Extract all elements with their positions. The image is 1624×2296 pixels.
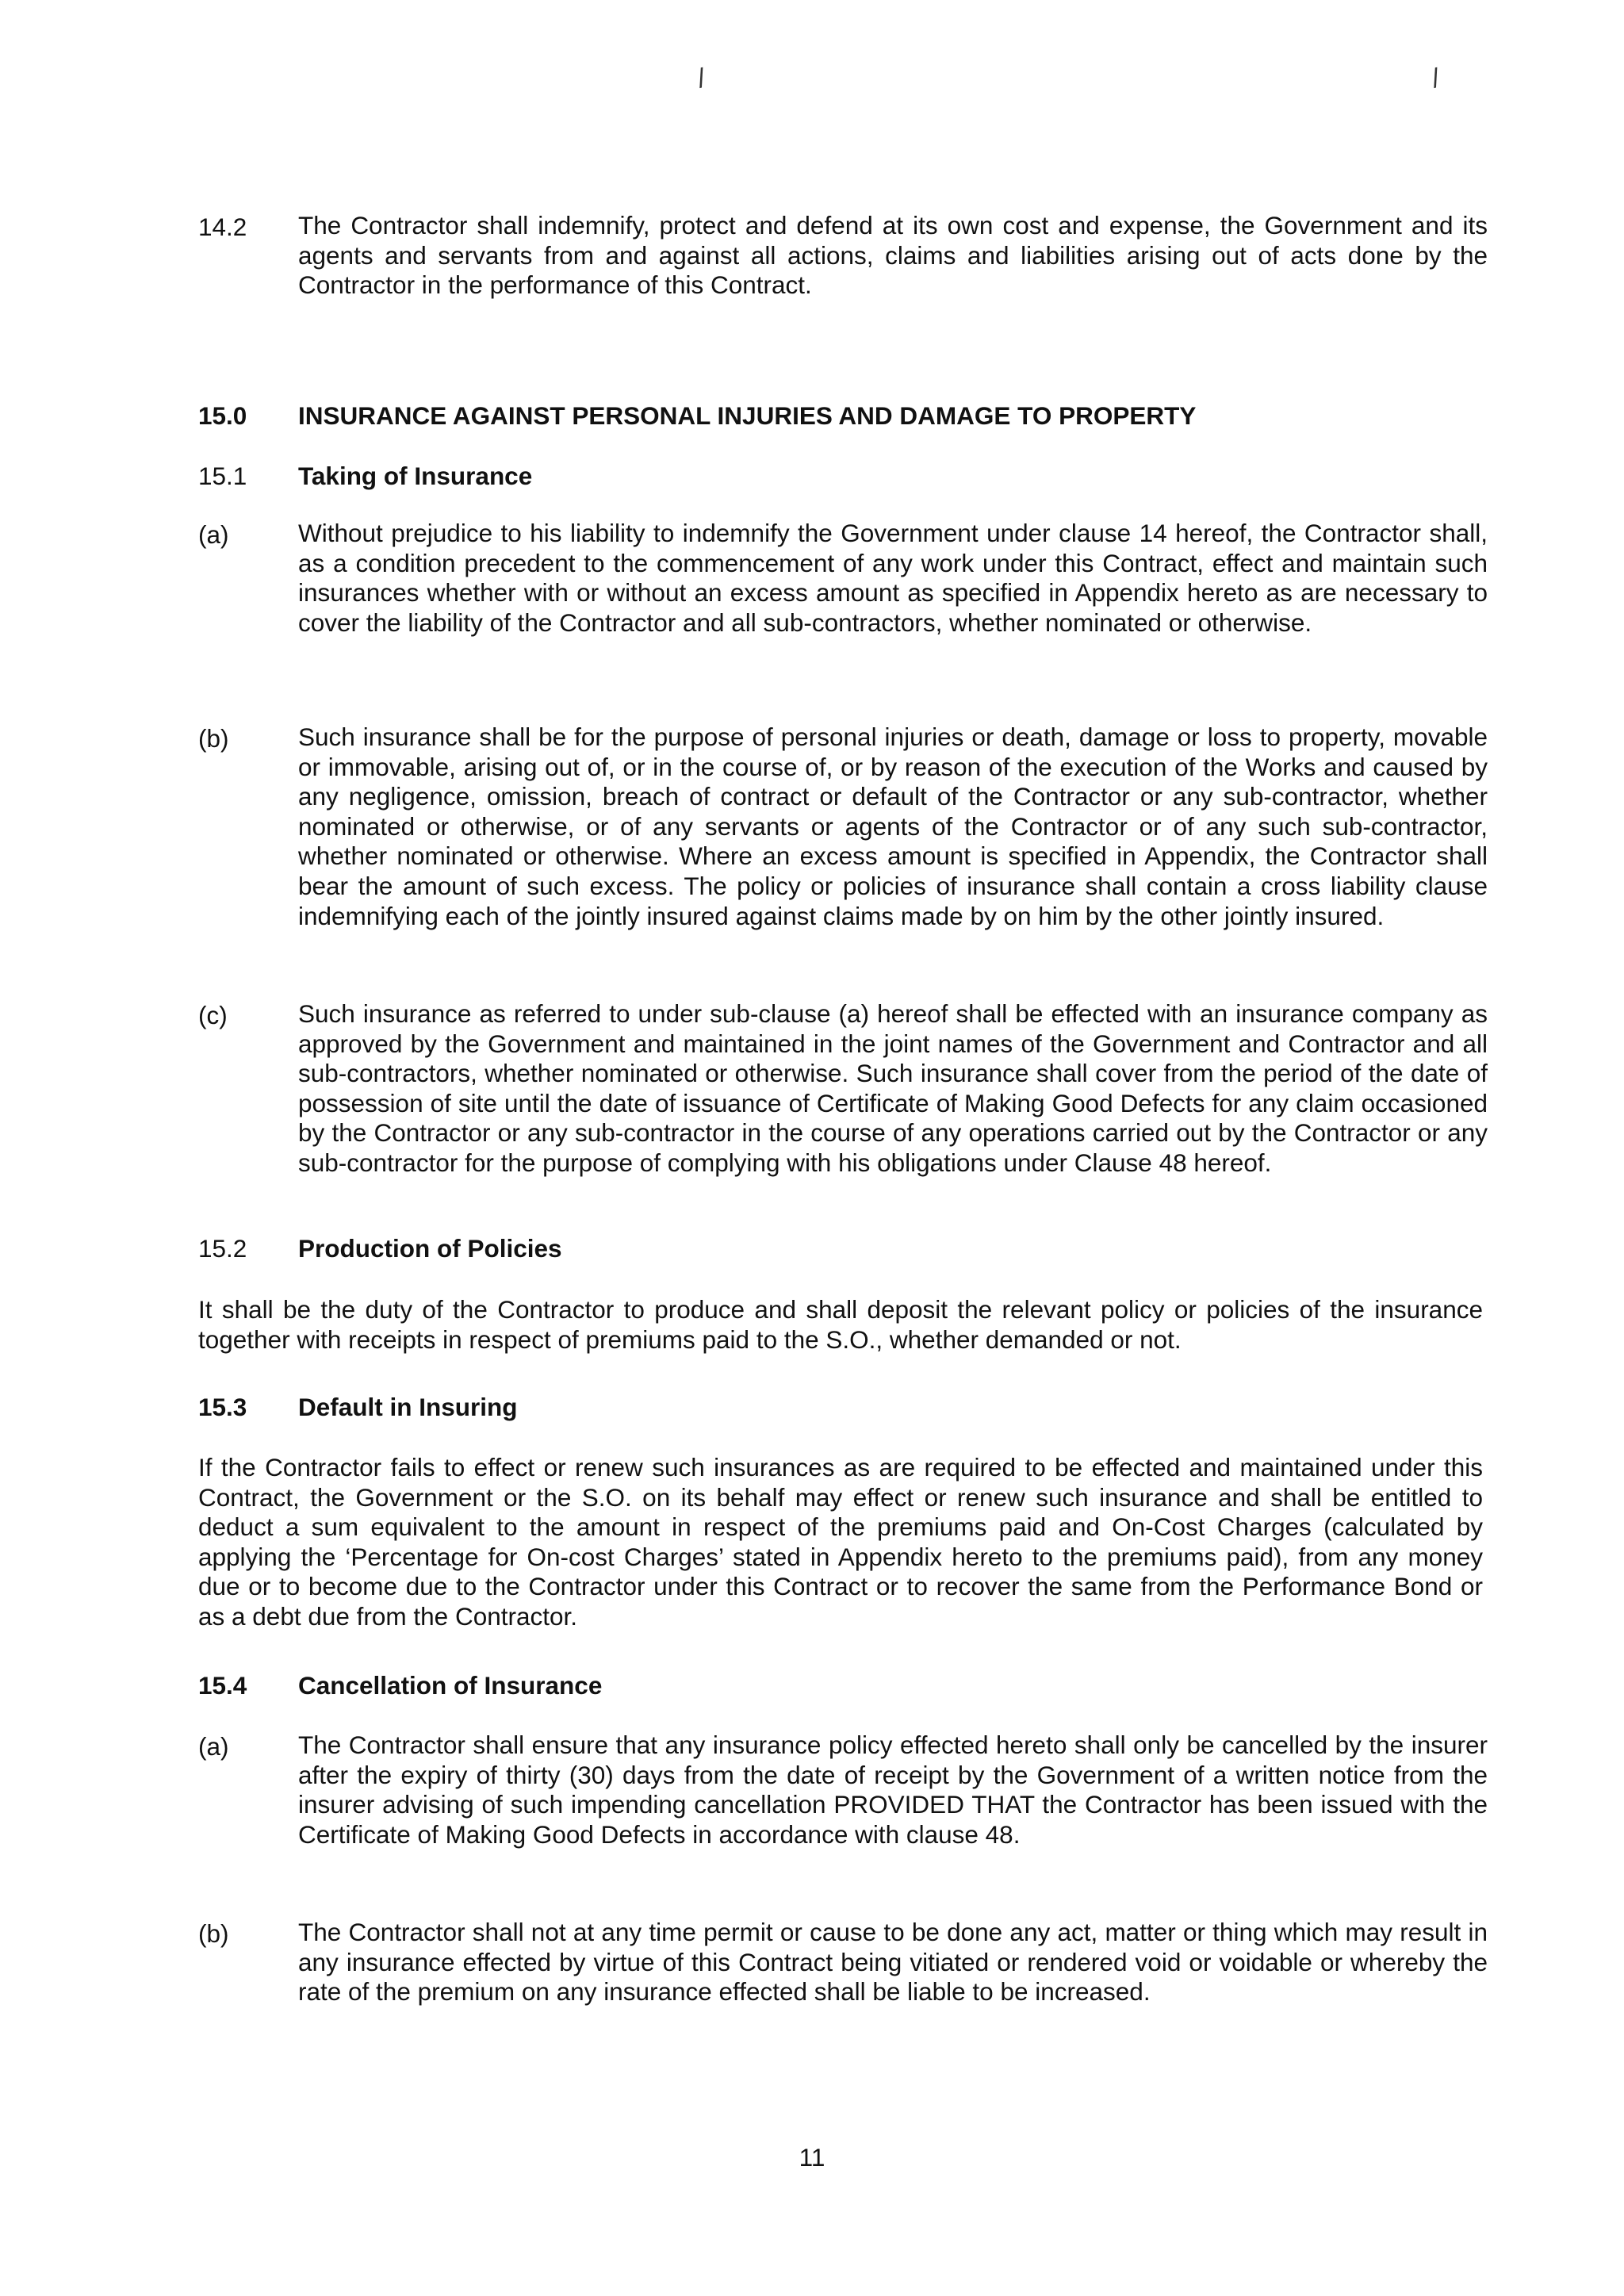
clause-text: The Contractor shall indemnify, protect and defend at its own cost and expense, the Government and its agents and servants from and against all actions, claims and liabilities arising out of acts done by the Contractor in the performance of this Contract. — [298, 211, 1488, 300]
sub-clause-label: (a) — [198, 1732, 229, 1761]
sub-clause-text: The Contractor shall not at any time permit or cause to be done any act, matter or thing which may result in any insurance effected by virtue of this Contract being vitiated or rendered void or voidable or whereby the rate of the premium on any insurance effected shall be liable to be increased. — [298, 1918, 1488, 2007]
clause-text: It shall be the duty of the Contractor to produce and shall deposit the relevant policy or policies of the insurance together with receipts in respect of premiums paid to the S.O., whether demanded or not. — [198, 1295, 1483, 1354]
clause-15-3 — [198, 1391, 1488, 1423]
clause-text: If the Contractor fails to effect or renew such insurances as are required to be effected and maintained under this Contract, the Government or the S.O. on its behalf may effect or renew such insurance and shall be entitled to deduct a sum equivalent to the amount in respect of the premiums paid and On-Cost Charges (calculated by applying the ‘Percentage for On-cost Charges’ stated in Appendix hereto to the premiums paid), from any money due or to become due to the Contractor under this Contract or to recover the same from the Performance Bond or as a debt due from the Contractor. — [198, 1453, 1483, 1631]
clause-15-2-body — [198, 1295, 1488, 1355]
clause-number: 14.2 — [198, 213, 247, 241]
sub-clause-label: (c) — [198, 1001, 228, 1029]
clause-15-1 — [198, 460, 1488, 492]
clause-14-2 — [198, 211, 1488, 301]
clause-15-1-c — [198, 999, 1488, 1179]
sub-clause-label: (b) — [198, 724, 229, 753]
tick-mark: / — [695, 63, 709, 94]
sub-clause-text: Without prejudice to his liability to indemnify the Government under clause 14 hereof, the Contractor shall, as a condition precedent to the commencement of any work under this Contract, effect and maintain such insurances whether with or without an excess amount as specified in Appendix hereto as are necessary to cover the liability of the Contractor and all sub-contractors, whether nominated or otherwise. — [298, 519, 1488, 637]
page-number: 11 — [799, 2143, 825, 2171]
clause-title: Taking of Insurance — [298, 462, 533, 490]
clause-15-3-body — [198, 1453, 1488, 1632]
section-15-0 — [198, 400, 1488, 431]
clause-15-4-a — [198, 1731, 1488, 1849]
clause-15-1-b — [198, 723, 1488, 931]
clause-number: 15.1 — [198, 462, 247, 490]
clause-15-4 — [198, 1669, 1488, 1701]
sub-clause-label: (a) — [198, 520, 229, 549]
tick-mark: / — [1429, 63, 1443, 94]
clause-number: 15.2 — [198, 1234, 247, 1263]
sub-clause-text: The Contractor shall ensure that any insurance policy effected hereto shall only be cancelled by the insurer after the expiry of thirty (30) days from the date of receipt by the Government of a written notice from the insurer advising of such impending cancellation PROVIDED THAT the Contractor has been issued with the Certificate of Making Good Defects in accordance with clause 48. — [298, 1731, 1488, 1849]
section-number: 15.0 — [198, 401, 247, 430]
clause-title: Cancellation of Insurance — [298, 1671, 603, 1700]
clause-15-2 — [198, 1232, 1488, 1264]
clause-title: Default in Insuring — [298, 1393, 518, 1421]
clause-number: 15.3 — [198, 1393, 247, 1421]
clause-title: Production of Policies — [298, 1234, 562, 1263]
clause-number: 15.4 — [198, 1671, 247, 1700]
clause-15-4-b — [198, 1918, 1488, 2007]
sub-clause-text: Such insurance as referred to under sub-clause (a) hereof shall be effected with an insurance company as approved by the Government and maintained in the joint names of the Government and Contractor and all sub-contractors, whether nominated or otherwise. Such insurance shall cover from the period of the date of possession of site until the date of issuance of Certificate of Making Good Defects for any claim occasioned by the Contractor or any sub-contractor in the course of any operations carried out by the Contractor or any sub-contractor for the purpose of complying with his obligations under Clause 48 hereof. — [298, 999, 1488, 1177]
section-title: INSURANCE AGAINST PERSONAL INJURIES AND DAMAGE TO PROPERTY — [298, 401, 1197, 430]
sub-clause-label: (b) — [198, 1919, 229, 1948]
clause-15-1-a — [198, 519, 1488, 638]
sub-clause-text: Such insurance shall be for the purpose of personal injuries or death, damage or loss to property, movable or immovable, arising out of, or in the course of, or by reason of the execution of the Works and caused by any negligence, omission, breach of contract or default of the Contractor or any sub-contractor, whether nominated or otherwise, or of any servants or agents of the Contractor or of any such sub-contractor, whether nominated or otherwise. Where an excess amount is specified in Appendix, the Contractor shall bear the amount of such excess. The policy or policies of insurance shall contain a cross liability clause indemnifying each of the jointly insured against claims made by on him by the other jointly insured. — [298, 723, 1488, 930]
